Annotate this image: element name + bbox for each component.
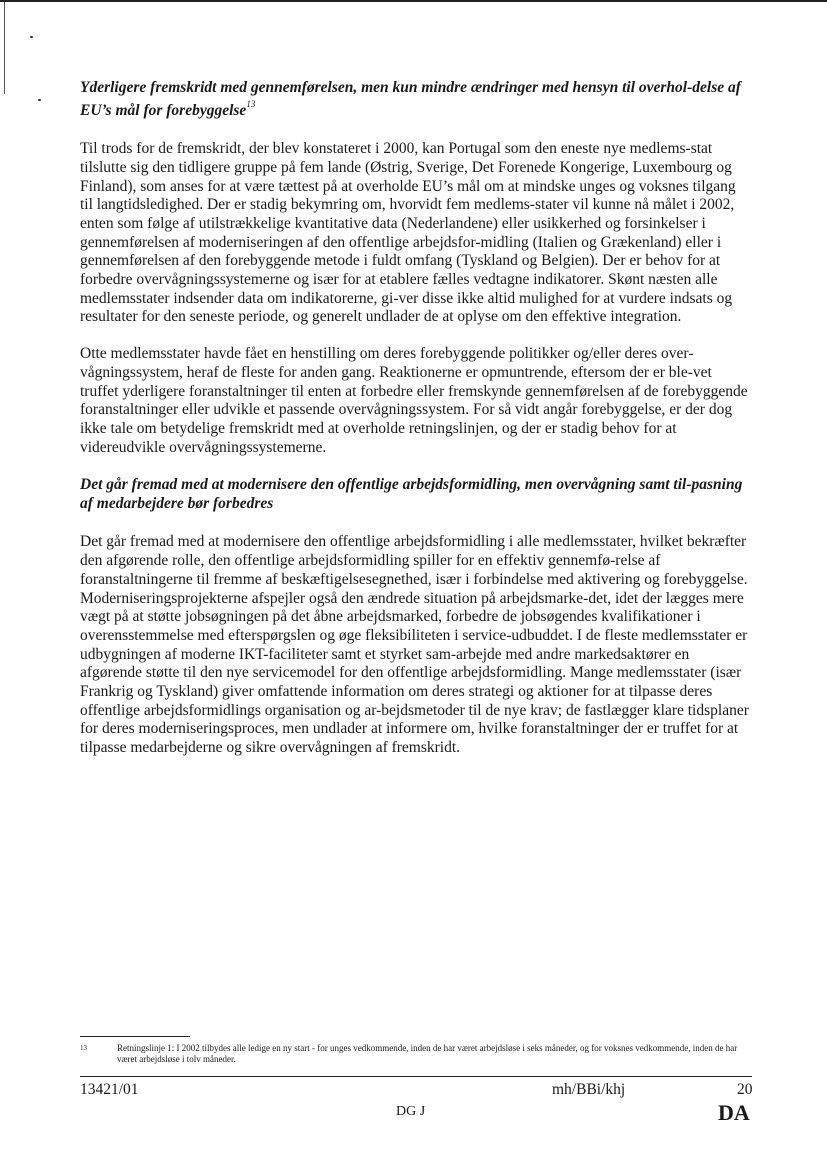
scan-speck (30, 36, 33, 38)
top-border-line (0, 0, 827, 2)
page-number: 20 (737, 1081, 753, 1098)
paragraph-2: Otte medlemsstater havde fået en henstilling om deres forebyggende politikker og/eller deres over-vågningssystem, heraf de fleste for anden gang. Reaktionerne er opmuntrende, eftersom der er ble-vet truffet yderligere foranstaltninger til enten at forbedre eller fremskynde gennemførelsen af de forebyggende foranstaltninger eller udvikle et passende overvågningssystem. For så vidt angår forebyggelse, er der dog ikke tale om betydelige fremskridt med at overholde retningslinjen, og der er stadig behov for at videreudvikle overvågningssystemerne. (80, 345, 748, 456)
footnote-separator (80, 1036, 190, 1037)
section-heading-1-text: Yderligere fremskridt med gennemførelsen, men kun mindre ændringer med hensyn til overhol-delse af EU’s mål for forebyggelse (80, 79, 741, 120)
author-initials: mh/BBi/khj (552, 1081, 626, 1098)
scan-speck (38, 99, 41, 101)
footnote-text: Retningslinje 1: I 2002 tilbydes alle ledige en ny start - for unges vedkommende, inden de har været arbejdsløse i seks måneder, og for voksnes vedkommende, inden de har været arbejdsløse i tolv måneder. (117, 1043, 738, 1064)
language-code: DA (718, 1100, 750, 1125)
document-body (80, 78, 752, 776)
section-heading-2: Det går fremad med at modernisere den offentlige arbejdsformidling, men overvågning samt til-pasning af medarbejdere bør forbedres (80, 476, 743, 513)
directorate-label: DG J (396, 1104, 426, 1119)
document-number: 13421/01 (80, 1081, 139, 1098)
paragraph-3: Det går fremad med at modernisere den offentlige arbejdsformidling i alle medlemsstater, hvilket bekræfter den afgørende rolle, den offentlige arbejdsformidling spiller for en effektiv gennemfø-relse af foranstaltningerne til fremme af beskæftigelsesegnethed, især i forbindelse med aktivering og forebyggelse. Moderniseringsprojekterne afspejler også den ændrede situation på arbejdsmarke-det, idet der lægges mere vægt på at støtte jobsøgningen på det åbne arbejdsmarked, forbedre de jobsøgendes kvalifikationer i overensstemmelse med efterspørgslen og øge fleksibiliteten i service-udbuddet. I de fleste medlemsstater er udbygningen af moderne IKT-faciliteter samt et styrket sam-arbejde med andre markedsaktører en afgørende støtte til den nye servicemodel for den offentlige arbejdsformidling. Mange medlemsstater (især Frankrig og Tyskland) giver omfattende information om deres strategi og aktioner for at tilpasse deres offentlige arbejdsformidlings organisation og ar-bejdsmetoder til de nye krav; de fastlægger klare tidsplaner for deres moderniseringsproces, men undlader at informere om, hvilke foranstaltninger der er truffet for at tilpasse medarbejderne og sikre overvågningen af fremskridt. (80, 533, 749, 757)
section-heading-1 (80, 78, 752, 120)
left-margin-line (4, 2, 5, 94)
footnote-number: 13 (80, 1044, 87, 1052)
footnote-ref: 13 (246, 99, 256, 109)
paragraph-1: Til trods for de fremskridt, der blev konstateret i 2000, kan Portugal som den eneste nye medlems-stat tilslutte sig den tidligere gruppe på fem lande (Østrig, Sverige, Det Forenede Kongerige, Luxembourg og Finland), som anses for at være tættest på at overholde EU’s mål om at mindske unges og voksnes tilgang til langtidsledighed. Der er stadig bekymring om, hvorvidt fem medlems-stater vil kunne nå målet i 2002, enten som følge af utilstrækkelige kvantitative data (Nederlandene) eller usikkerhed og forsinkelser i gennemførelsen af moderniseringen af den offentlige arbejdsfor-midling (Italien og Grækenland) eller i gennemførelsen af den forebyggende metode i fuldt omfang (Tyskland og Belgien). Der er behov for at forbedre overvågningssystemerne og især for at etablere fælles vedtagne indikatorer. Skønt næsten alle medlemsstater indsender data om indikatorerne, gi-ver disse ikke altid mulighed for at vurdere indsats og resultater for den seneste periode, og generelt undlader de at oplyse om den effektive integration. (80, 140, 736, 326)
footer-separator (80, 1076, 752, 1077)
